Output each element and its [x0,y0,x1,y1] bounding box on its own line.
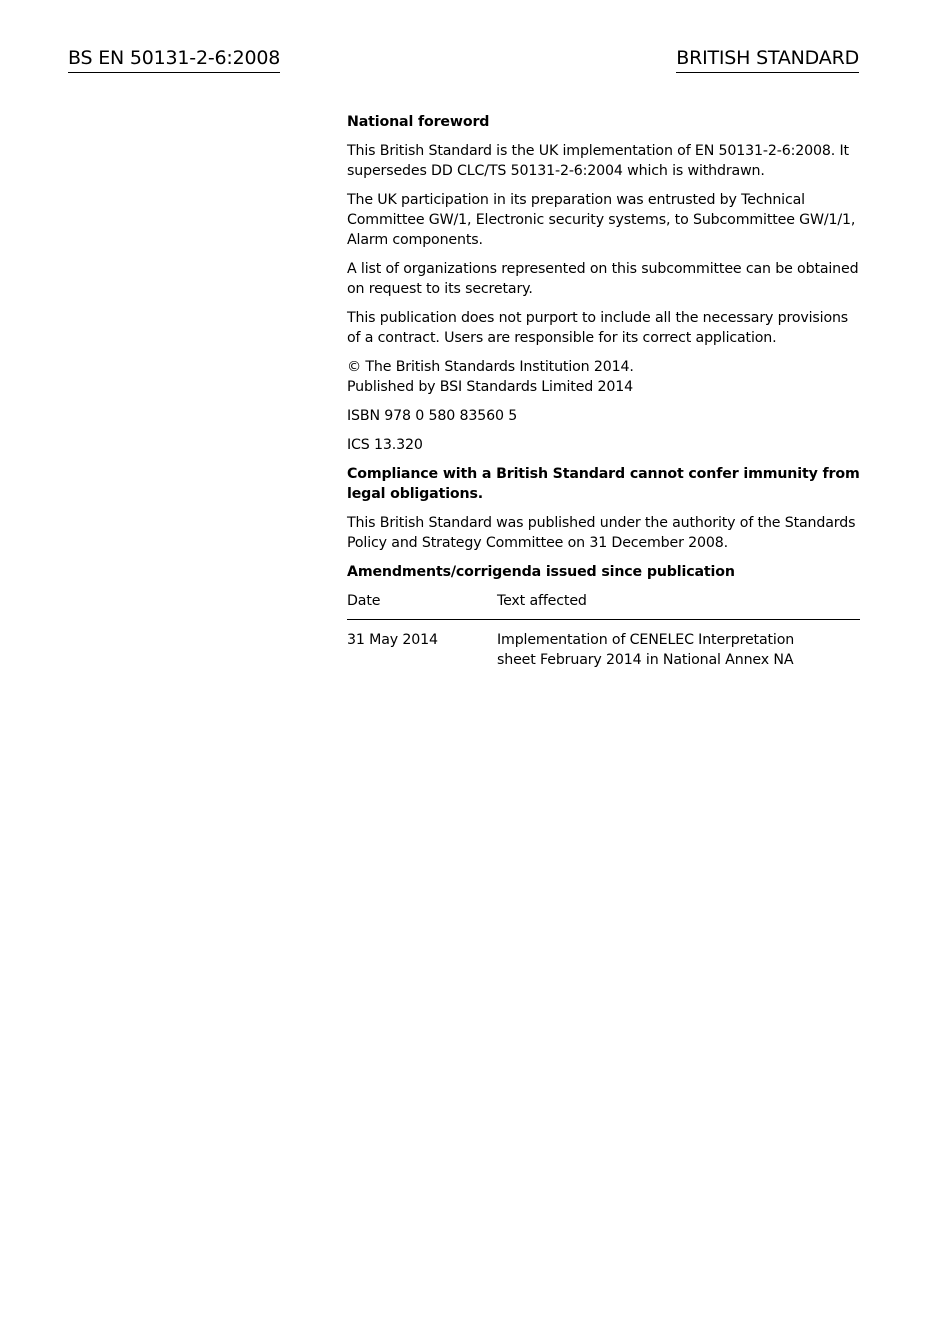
foreword-paragraph-implementation: This British Standard is the UK implementation of EN 50131-2-6:2008. It supersedes DD CLC/TS 50131-2-6:2004 which is withdrawn. [347,143,849,179]
national-foreword-section [347,112,860,670]
ics-code: ICS 13.320 [347,437,423,453]
copyright-line: © The British Standards Institution 2014. [347,359,634,375]
document-id: BS EN 50131-2-6:2008 [68,46,280,73]
amendment-text-line: sheet February 2014 in National Annex NA [497,652,794,668]
amendment-date: 31 May 2014 [347,632,438,648]
table-row [347,620,860,671]
amendment-text [497,620,860,671]
amendments-table [347,591,860,670]
foreword-title: National foreword [347,114,490,130]
document-type: BRITISH STANDARD [676,46,859,73]
compliance-statement: Compliance with a British Standard cannot confer immunity from legal obligations. [347,466,860,502]
amendments-title: Amendments/corrigenda issued since publication [347,564,735,580]
foreword-paragraph-organizations: A list of organizations represented on this subcommittee can be obtained on request to its secretary. [347,261,859,297]
foreword-paragraph-participation: The UK participation in its preparation was entrusted by Technical Committee GW/1, Electronic security systems, to Subcommittee GW/1/1, Alarm components. [347,192,856,248]
foreword-paragraph-provisions: This publication does not purport to include all the necessary provisions of a contract. Users are responsible for its correct application. [347,310,849,346]
publisher-line: Published by BSI Standards Limited 2014 [347,379,634,395]
amendment-text-line: Implementation of CENELEC Interpretation [497,632,795,648]
table-header-row [347,591,860,620]
column-header-date: Date [347,591,497,620]
authority-statement: This British Standard was published under the authority of the Standards Policy and Strategy Committee on 31 December 2008. [347,515,856,551]
isbn: ISBN 978 0 580 83560 5 [347,408,518,424]
column-header-text-affected: Text affected [497,591,860,620]
copyright-notice [347,357,860,397]
